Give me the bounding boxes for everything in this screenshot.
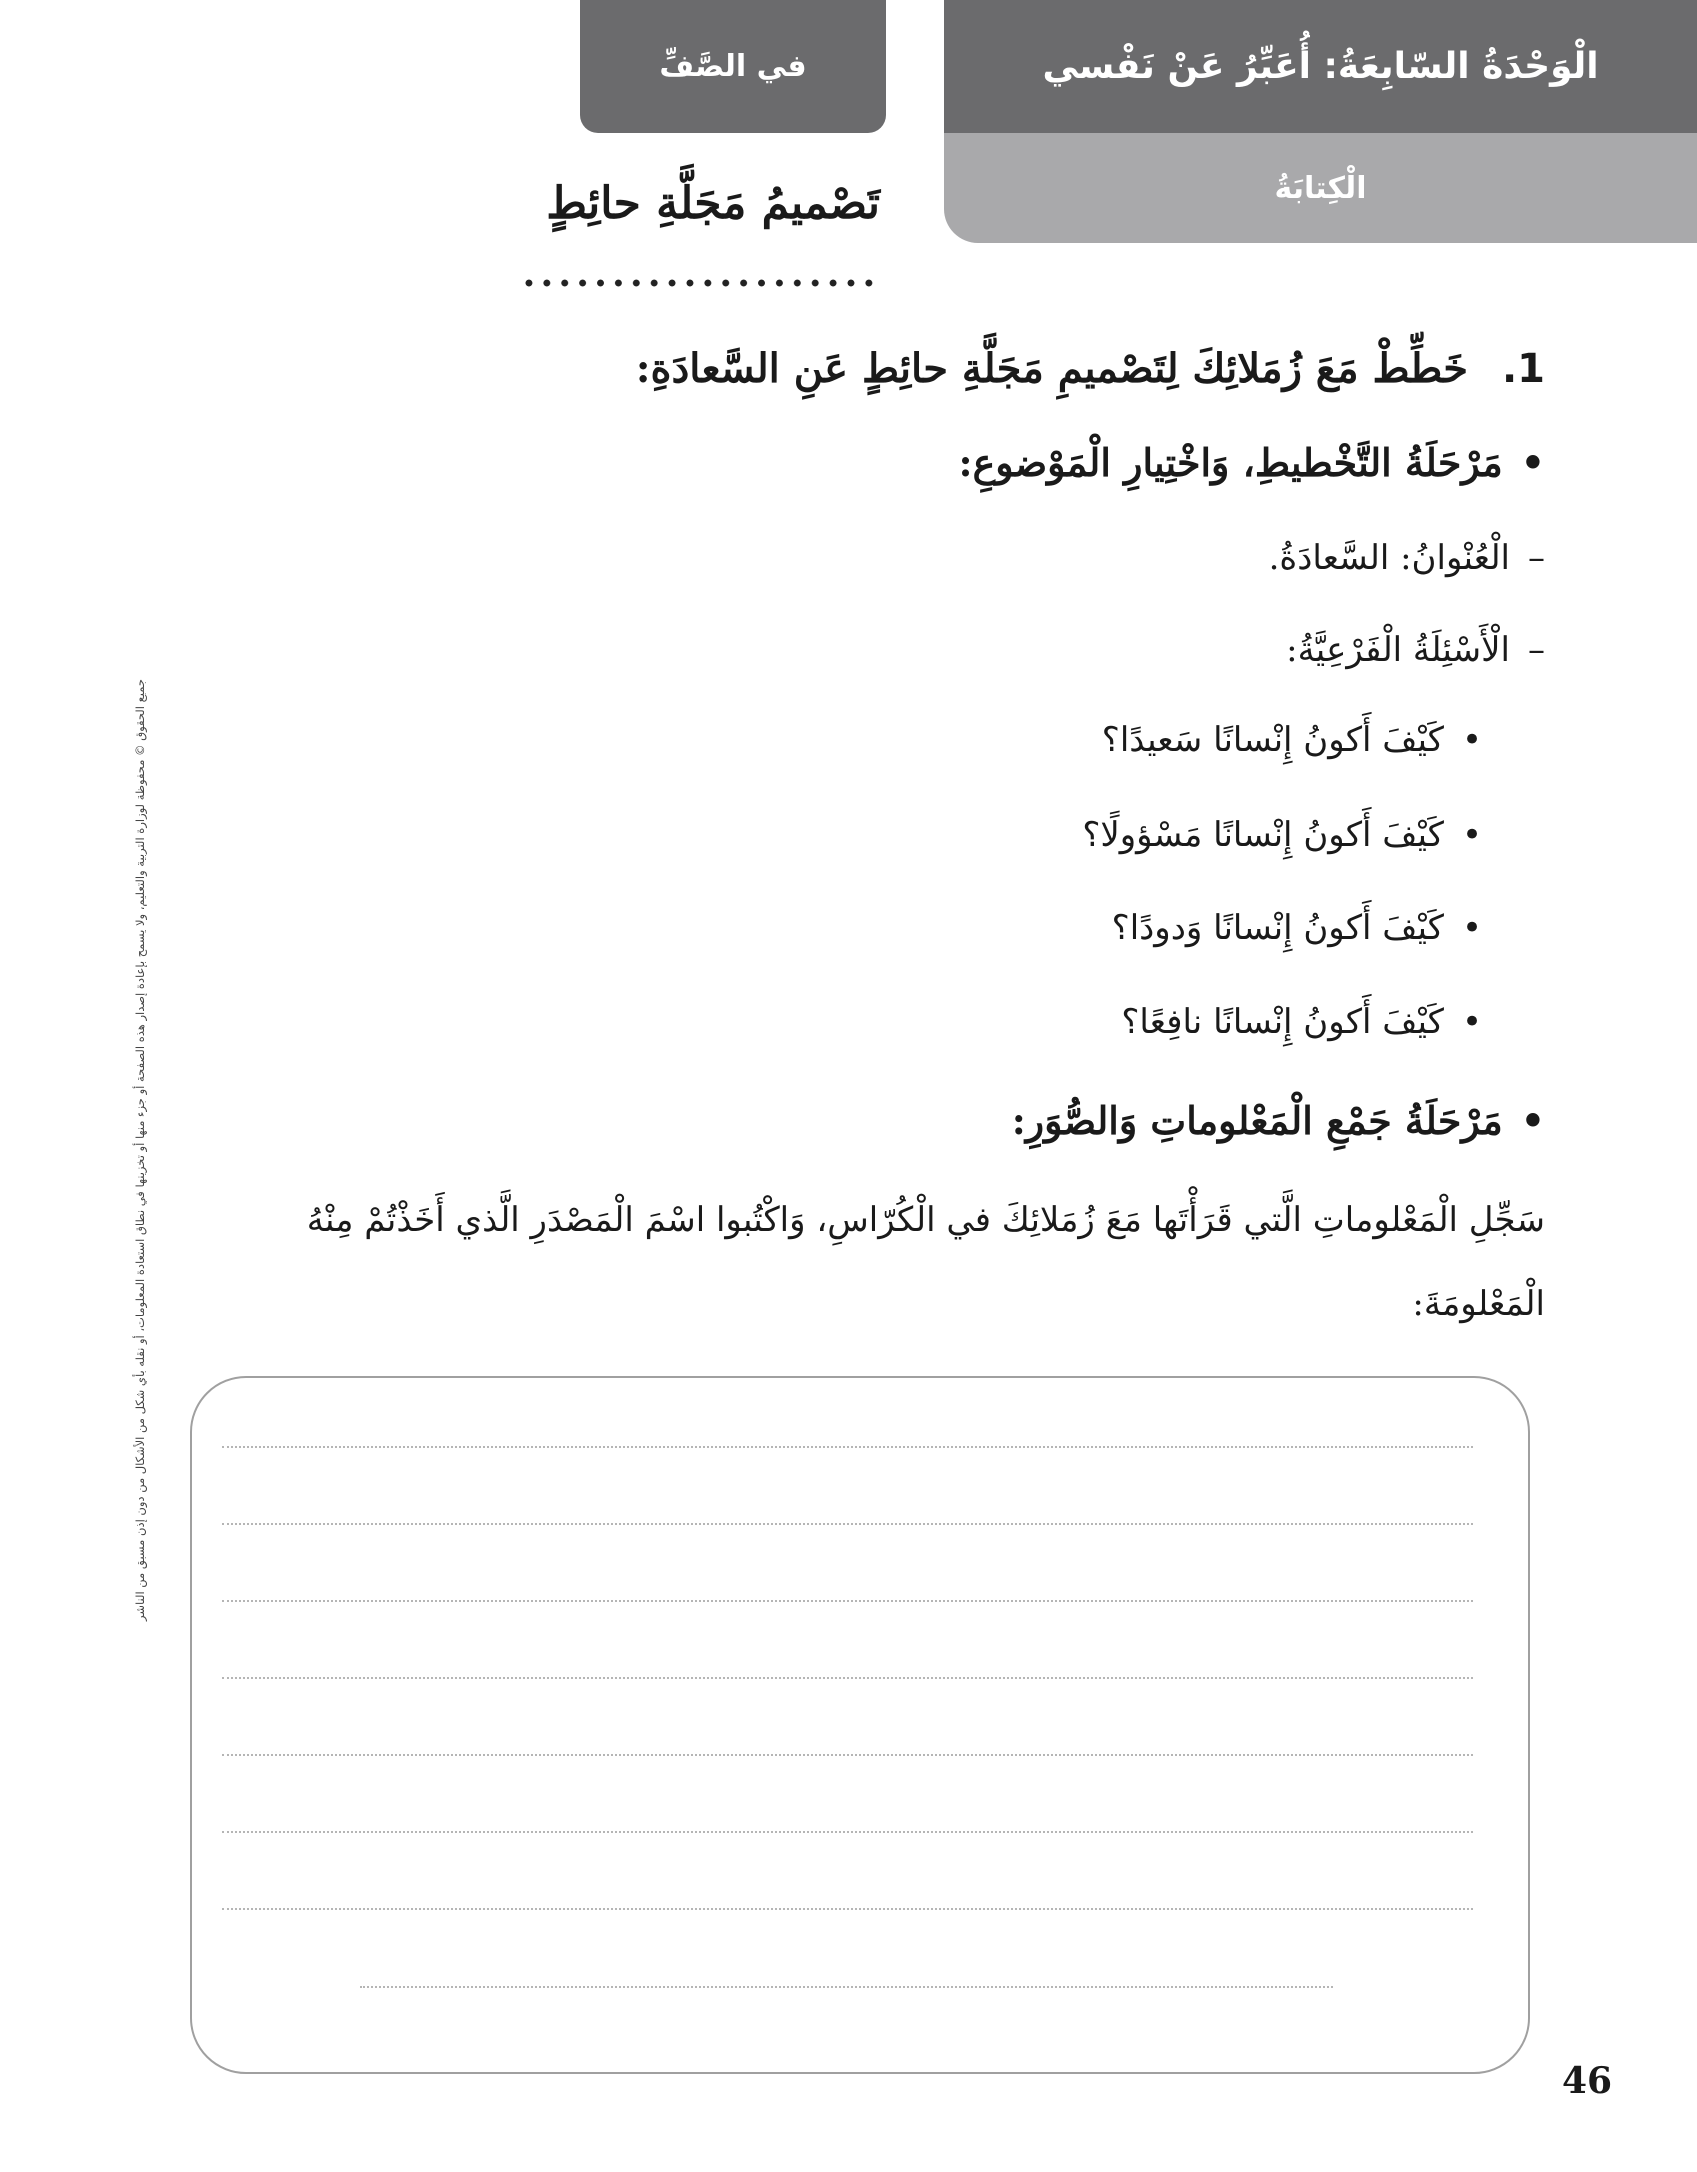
instruction-text: سَجِّلِ الْمَعْلوماتِ الَّتي قَرَأْتَها مَعَ زُمَلائِكَ في الْكُرّاسِ، وَاكْتُبوا اسْمَ الْمَصْدَرِ الَّذي أَخَذْتُمْ مِنْهُ الْمَعْلومَةَ: — [306, 1200, 1545, 1324]
question-number: 1. — [1501, 346, 1545, 392]
page-title: تَصْميمُ مَجَلَّةِ حائِطٍ — [546, 178, 880, 229]
stage-collecting — [1012, 1098, 1545, 1143]
subquestions-label — [1286, 630, 1545, 670]
writing-line[interactable] — [222, 1754, 1473, 1756]
dash-icon: – — [1528, 630, 1545, 670]
subquestion-item — [1112, 908, 1482, 948]
bullet-icon: • — [1520, 440, 1545, 485]
copyright-note: جميع الحقوق © محفوظة لوزارة التربية والتعليم، ولا يسمح بإعادة إصدار هذه الصفحة أو جزء منها أو تخزينها في نطاق استعادة المعلومات، أو نقله بأي شكل من الأشكال من دون إذن مسبق من الناشر — [133, 679, 147, 1622]
writing-line[interactable] — [222, 1523, 1473, 1525]
subquestion-text: كَيْفَ أَكونُ إِنْسانًا سَعيدًا؟ — [1101, 720, 1444, 760]
writing-line[interactable] — [222, 1908, 1473, 1910]
unit-title: الْوَحْدَةُ السّابِعَةُ: أُعَبِّرُ عَنْ نَفْسي — [944, 0, 1697, 133]
writing-box[interactable] — [190, 1376, 1530, 2074]
question-text: خَطِّطْ مَعَ زُمَلائِكَ لِتَصْميمِ مَجَلَّةِ حائِطٍ عَنِ السَّعادَةِ: — [635, 345, 1468, 392]
subquestion-text: كَيْفَ أَكونُ إِنْسانًا نافِعًا؟ — [1121, 1002, 1444, 1042]
title-dotted-underline — [520, 278, 878, 288]
dash-icon: – — [1528, 538, 1545, 578]
bullet-icon: • — [1520, 1098, 1545, 1143]
writing-line[interactable] — [360, 1986, 1333, 1988]
writing-line[interactable] — [222, 1600, 1473, 1602]
subquestion-text: كَيْفَ أَكونُ إِنْسانًا وَدودًا؟ — [1111, 908, 1444, 948]
writing-line[interactable] — [222, 1446, 1473, 1448]
stage-collecting-text: مَرْحَلَةُ جَمْعِ الْمَعْلوماتِ وَالصُّوَرِ: — [1011, 1098, 1503, 1143]
question-heading — [636, 345, 1545, 392]
bullet-icon: • — [1461, 1002, 1482, 1042]
stage-planning-text: مَرْحَلَةُ التَّخْطيطِ، وَاخْتِيارِ الْمَوْضوعِ: — [958, 440, 1503, 485]
section-label: الْكِتابَةُ — [944, 133, 1697, 243]
page-number: 46 — [1562, 2060, 1613, 2102]
title-line-text: الْعُنْوانُ: السَّعادَةُ. — [1268, 538, 1510, 578]
stage-planning — [959, 440, 1545, 485]
subquestion-text: كَيْفَ أَكونُ إِنْسانًا مَسْؤولًا؟ — [1082, 815, 1444, 855]
bullet-icon: • — [1461, 815, 1482, 855]
writing-line[interactable] — [222, 1677, 1473, 1679]
subquestions-label-text: الْأَسْئِلَةُ الْفَرْعِيَّةُ: — [1286, 630, 1510, 670]
class-tab: في الصَّفِّ — [580, 0, 886, 133]
subquestion-item — [1082, 815, 1482, 855]
title-line — [1269, 538, 1545, 578]
subquestion-item — [1121, 1002, 1482, 1042]
subquestion-item — [1102, 720, 1482, 760]
bullet-icon: • — [1461, 720, 1482, 760]
writing-line[interactable] — [222, 1831, 1473, 1833]
bullet-icon: • — [1461, 908, 1482, 948]
